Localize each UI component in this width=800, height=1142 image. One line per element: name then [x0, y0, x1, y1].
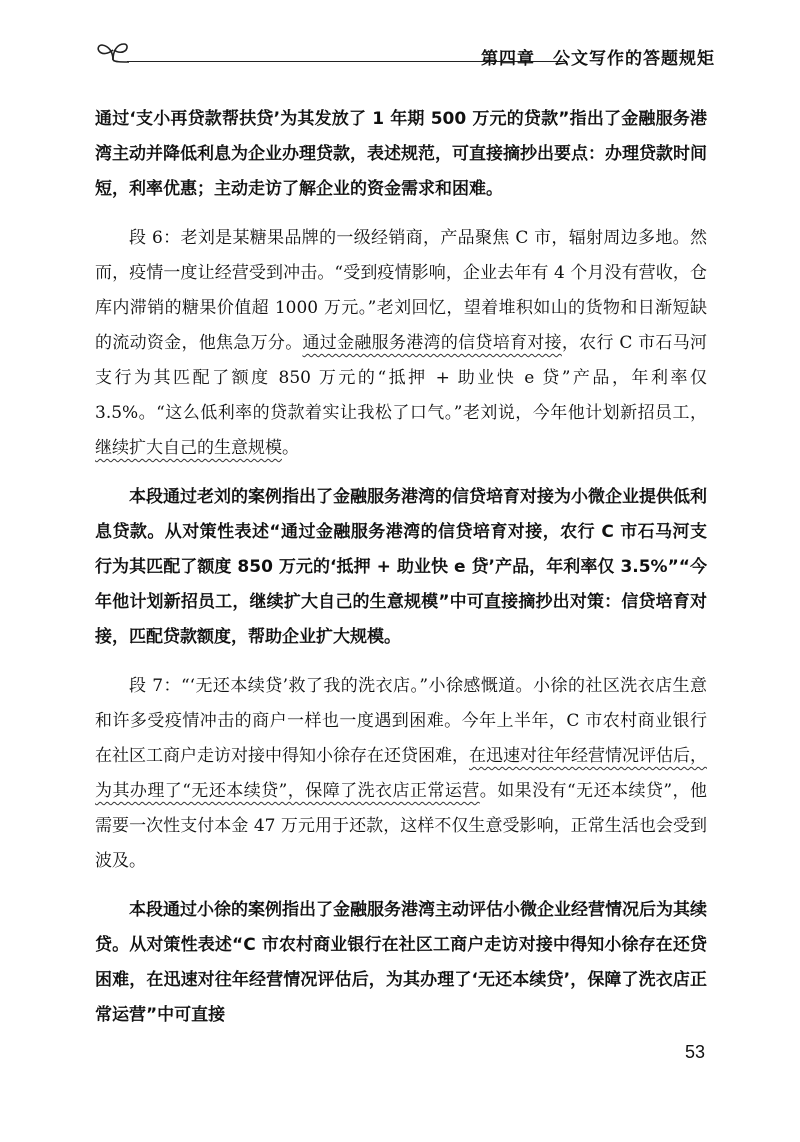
- case-6-text-2: ，农行 C 市石马河支行为其匹配了额度 850 万元的“抵押 + 助业快 e 贷”产品，年利率仅 3.5%。“这么低利率的贷款着实让我松了口气。”老刘说，今年他计划新招员工，: [95, 333, 707, 423]
- case-6-text-3: 。: [282, 438, 299, 458]
- paragraph-analysis-1: 通过‘支小再贷款帮扶贷’为其发放了 1 年期 500 万元的贷款”指出了金融服务港湾主动并降低利息为企业办理贷款，表述规范，可直接摘抄出要点：办理贷款时间短，利率优惠；主动走访了解企业的资金需求和困难。: [95, 109, 707, 199]
- paragraph-case-7: [95, 669, 707, 879]
- paragraph-case-6: [95, 221, 707, 466]
- paragraph-analysis-7: 本段通过小徐的案例指出了金融服务港湾主动评估小微企业经营情况后为其续贷。从对策性表述“C 市农村商业银行在社区工商户走访对接中得知小徐存在还贷困难，在迅速对往年经营情况评估后，为其办理了‘无还本续贷’，保障了洗衣店正常运营”中可直接: [95, 900, 707, 1025]
- page-body: [95, 102, 707, 1047]
- paragraph-analysis-6: 本段通过老刘的案例指出了金融服务港湾的信贷培育对接为小微企业提供低利息贷款。从对策性表述“通过金融服务港湾的信贷培育对接，农行 C 市石马河支行为其匹配了额度 850 万元的‘抵押 + 助业快 e 贷’产品，年利率仅 3.5%”“今年他计划新招员工，继续扩大自己的生意规模”中可直接摘抄出对策：信贷培育对接，匹配贷款额度，帮助企业扩大规模。: [95, 487, 707, 647]
- case-7-highlight: 在迅速对往年经营情况评估后，为其办理了“无还本续贷”，保障了洗衣店正常运营: [95, 746, 707, 801]
- case-6-highlight-2: 继续扩大自己的生意规模: [95, 438, 282, 458]
- chapter-title: 第四章 公文写作的答题规矩: [481, 49, 715, 69]
- case-7-text-2: 。如果没有“无还本续贷”，他需要一次性支付本金 47 万元用于还款，这样不仅生意受影响，正常生活也会受到波及。: [95, 781, 707, 871]
- case-6-highlight-1: 通过金融服务港湾的信贷培育对接: [302, 333, 562, 353]
- case-6-text-1: 段 6：老刘是某糖果品牌的一级经销商，产品聚焦 C 市，辐射周边多地。然而，疫情一度让经营受到冲击。“受到疫情影响，企业去年有 4 个月没有营收，仓库内滞销的糖果价值超 1000 万元。”老刘回忆，望着堆积如山的货物和日渐短缺的流动资金，他焦急万分。: [95, 228, 707, 353]
- case-7-text-1: 段 7：“‘无还本续贷’救了我的洗衣店。”小徐感慨道。小徐的社区洗衣店生意和许多受疫情冲击的商户一样也一度遇到困难。今年上半年，C 市农村商业银行在社区工商户走访对接中得知小徐存在还贷困难，: [95, 676, 707, 766]
- page-header: [95, 36, 715, 72]
- page-number: 53: [684, 1042, 705, 1062]
